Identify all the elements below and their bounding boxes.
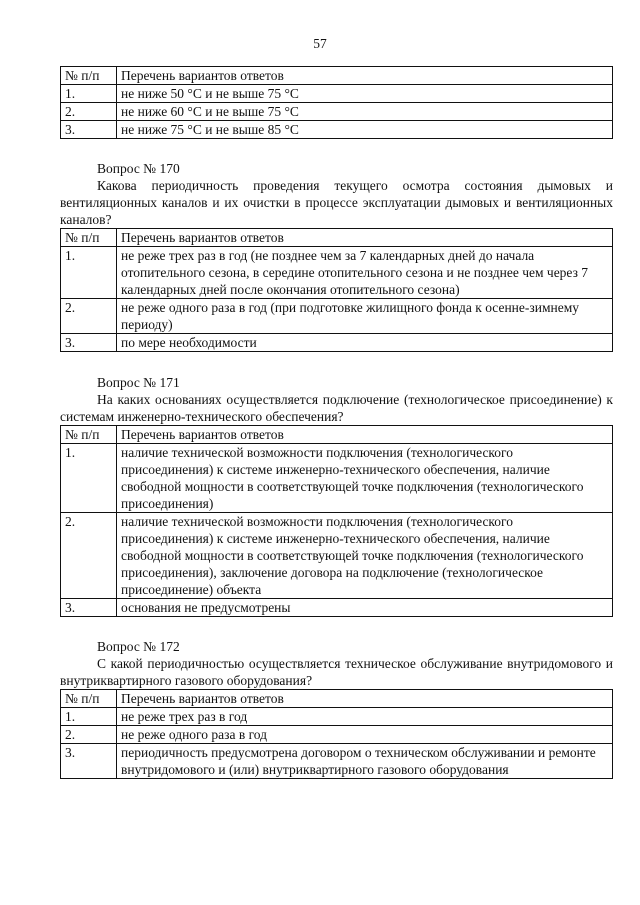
row-num: 3. bbox=[61, 334, 117, 352]
row-num: 1. bbox=[61, 444, 117, 513]
header-num: № п/п bbox=[61, 426, 117, 444]
header-num: № п/п bbox=[61, 229, 117, 247]
table-row bbox=[61, 334, 613, 352]
row-text: не реже одного раза в год bbox=[117, 726, 613, 744]
header-text: Перечень вариантов ответов bbox=[117, 426, 613, 444]
answers-table bbox=[60, 228, 613, 352]
question-title: Вопрос № 171 bbox=[97, 375, 180, 390]
row-num: 3. bbox=[61, 599, 117, 617]
table-row bbox=[61, 744, 613, 779]
table-header-row bbox=[61, 67, 613, 85]
table-row bbox=[61, 121, 613, 139]
table-row bbox=[61, 599, 613, 617]
row-num: 2. bbox=[61, 726, 117, 744]
row-num: 3. bbox=[61, 744, 117, 779]
table-row bbox=[61, 513, 613, 599]
table-header-row bbox=[61, 229, 613, 247]
row-text: не реже трех раз в год (не позднее чем за 7 календарных дней до начала отопительного сезона, в середине отопительного сезона и не позднее чем через 7 календарных дней после окончания отопительного сезона) bbox=[117, 247, 613, 299]
row-num: 2. bbox=[61, 299, 117, 334]
table-row bbox=[61, 708, 613, 726]
table-row bbox=[61, 299, 613, 334]
table-row bbox=[61, 444, 613, 513]
table-row bbox=[61, 103, 613, 121]
row-text: не ниже 50 °С и не выше 75 °С bbox=[117, 85, 613, 103]
row-text: наличие технической возможности подключения (технологического присоединения) к системе инженерно-технического обеспечения, наличие свободной мощности в соответствующей точке подключения (технологического присоединения), заключение договора на подключение (технологическое присоединение) объекта bbox=[117, 513, 613, 599]
question-title: Вопрос № 170 bbox=[97, 161, 180, 176]
page-number: 57 bbox=[313, 36, 327, 51]
row-text: не реже трех раз в год bbox=[117, 708, 613, 726]
row-text: периодичность предусмотрена договором о техническом обслуживании и ремонте внутридомового и (или) внутриквартирного газового оборудования bbox=[117, 744, 613, 779]
question-text: Какова периодичность проведения текущего осмотра состояния дымовых и вентиляционных каналов и их очистки в процессе эксплуатации дымовых и вентиляционных каналов? bbox=[60, 178, 613, 227]
question-title: Вопрос № 172 bbox=[97, 639, 180, 654]
row-num: 1. bbox=[61, 247, 117, 299]
question-172 bbox=[60, 638, 613, 779]
table-header-row bbox=[61, 426, 613, 444]
row-text: не ниже 60 °С и не выше 75 °С bbox=[117, 103, 613, 121]
table-row bbox=[61, 247, 613, 299]
row-text: основания не предусмотрены bbox=[117, 599, 613, 617]
header-num: № п/п bbox=[61, 690, 117, 708]
row-num: 1. bbox=[61, 85, 117, 103]
header-text: Перечень вариантов ответов bbox=[117, 690, 613, 708]
answers-table-continued bbox=[60, 66, 613, 139]
table-header-row bbox=[61, 690, 613, 708]
answers-table bbox=[60, 689, 613, 779]
table-row bbox=[61, 85, 613, 103]
question-171 bbox=[60, 374, 613, 617]
header-text: Перечень вариантов ответов bbox=[117, 67, 613, 85]
question-text: На каких основаниях осуществляется подключение (технологическое присоединение) к системам инженерно-технического обеспечения? bbox=[60, 392, 613, 424]
row-text: по мере необходимости bbox=[117, 334, 613, 352]
row-num: 2. bbox=[61, 513, 117, 599]
row-text: не реже одного раза в год (при подготовке жилищного фонда к осенне-зимнему периоду) bbox=[117, 299, 613, 334]
question-text: С какой периодичностью осуществляется техническое обслуживание внутридомового и внутриквартирного газового оборудования? bbox=[60, 656, 613, 688]
header-num: № п/п bbox=[61, 67, 117, 85]
header-text: Перечень вариантов ответов bbox=[117, 229, 613, 247]
row-text: не ниже 75 °С и не выше 85 °С bbox=[117, 121, 613, 139]
row-num: 3. bbox=[61, 121, 117, 139]
row-num: 2. bbox=[61, 103, 117, 121]
answers-table bbox=[60, 66, 613, 139]
row-num: 1. bbox=[61, 708, 117, 726]
table-row bbox=[61, 726, 613, 744]
row-text: наличие технической возможности подключения (технологического присоединения) к системе инженерно-технического обеспечения, наличие свободной мощности в соответствующей точке подключения (технологического присоединения) bbox=[117, 444, 613, 513]
answers-table bbox=[60, 425, 613, 617]
question-170 bbox=[60, 160, 613, 352]
